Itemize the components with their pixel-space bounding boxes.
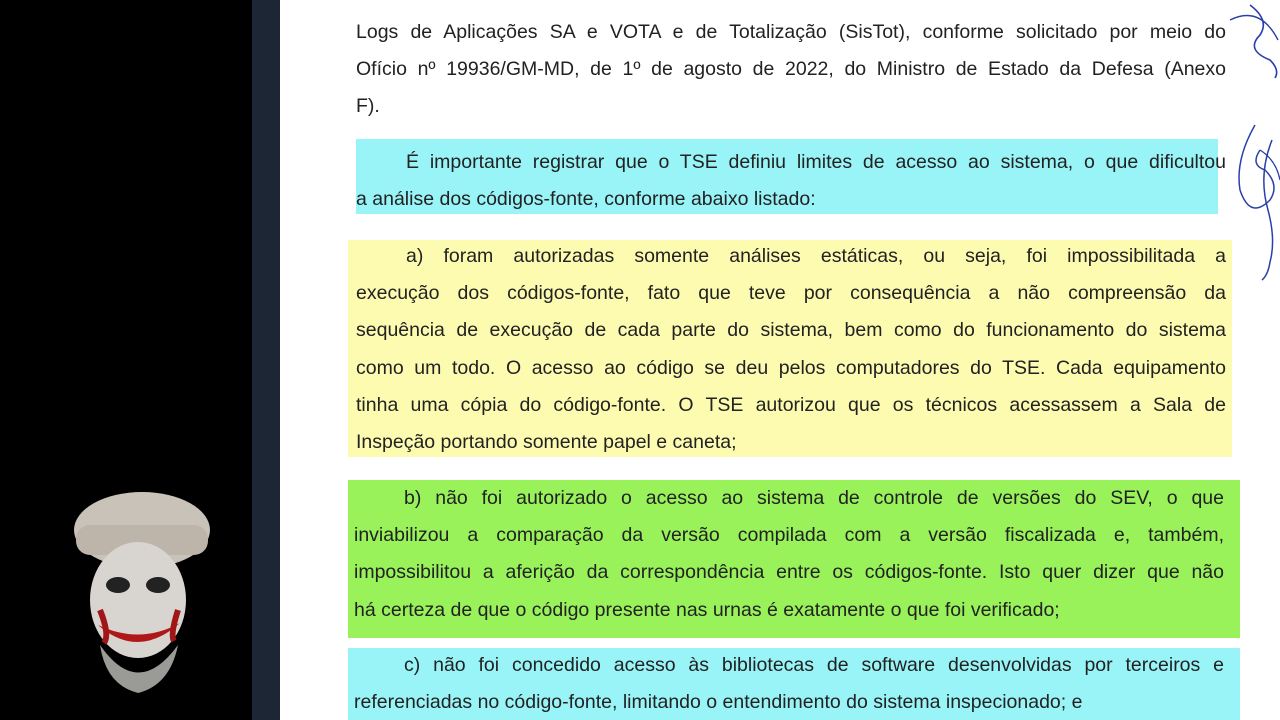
text-line: sequência de execução de cada parte do sistema, bem como do funcionamento do sistema bbox=[356, 319, 1226, 342]
signature-mark bbox=[1210, 0, 1280, 300]
item-b-paragraph bbox=[354, 480, 1224, 629]
text-line: F). bbox=[356, 95, 380, 118]
webcam-panel bbox=[0, 0, 252, 720]
text-line: referenciadas no código-fonte, limitando o entendimento do sistema inspecionado; e bbox=[354, 691, 1083, 714]
top-paragraph bbox=[356, 14, 1226, 126]
text-line: Ofício nº 19936/GM-MD, de 1º de agosto de 2022, do Ministro de Estado da Defesa (Anexo bbox=[356, 58, 1226, 81]
text-line: c) não foi concedido acesso às bibliotecas de software desenvolvidas por terceiros e bbox=[404, 654, 1224, 676]
text-line: a análise dos códigos-fonte, conforme abaixo listado: bbox=[356, 188, 816, 211]
text-line: Logs de Aplicações SA e VOTA e de Totalização (SisTot), conforme solicitado por meio do bbox=[356, 21, 1226, 43]
document-page bbox=[280, 0, 1280, 720]
text-line: a) foram autorizadas somente análises estáticas, ou seja, foi impossibilitada a bbox=[406, 245, 1226, 267]
text-line: tinha uma cópia do código-fonte. O TSE autorizou que os técnicos acessassem a Sala de bbox=[356, 393, 1226, 416]
streamer-avatar bbox=[70, 485, 220, 700]
intro-paragraph bbox=[356, 144, 1226, 218]
text-line: inviabilizou a comparação da versão compilada com a versão fiscalizada e, também, bbox=[354, 524, 1224, 547]
item-a-paragraph bbox=[356, 238, 1226, 461]
item-c-paragraph bbox=[354, 647, 1224, 720]
text-line: há certeza de que o código presente nas urnas é exatamente o que foi verificado; bbox=[354, 598, 1060, 621]
text-line: Inspeção portando somente papel e caneta; bbox=[356, 431, 737, 454]
text-line: b) não foi autorizado o acesso ao sistema de controle de versões do SEV, o que bbox=[404, 487, 1224, 509]
text-line: É importante registrar que o TSE definiu limites de acesso ao sistema, o que dificultou bbox=[406, 151, 1226, 173]
cut-text-line bbox=[356, 0, 1236, 13]
text-line: execução dos códigos-fonte, fato que teve por consequência a não compreensão da bbox=[356, 282, 1226, 305]
page-margin bbox=[252, 0, 280, 720]
text-line: como um todo. O acesso ao código se deu pelos computadores do TSE. Cada equipamento bbox=[356, 356, 1226, 379]
text-line: impossibilitou a aferição da correspondência entre os códigos-fonte. Isto quer dizer que não bbox=[354, 561, 1224, 584]
